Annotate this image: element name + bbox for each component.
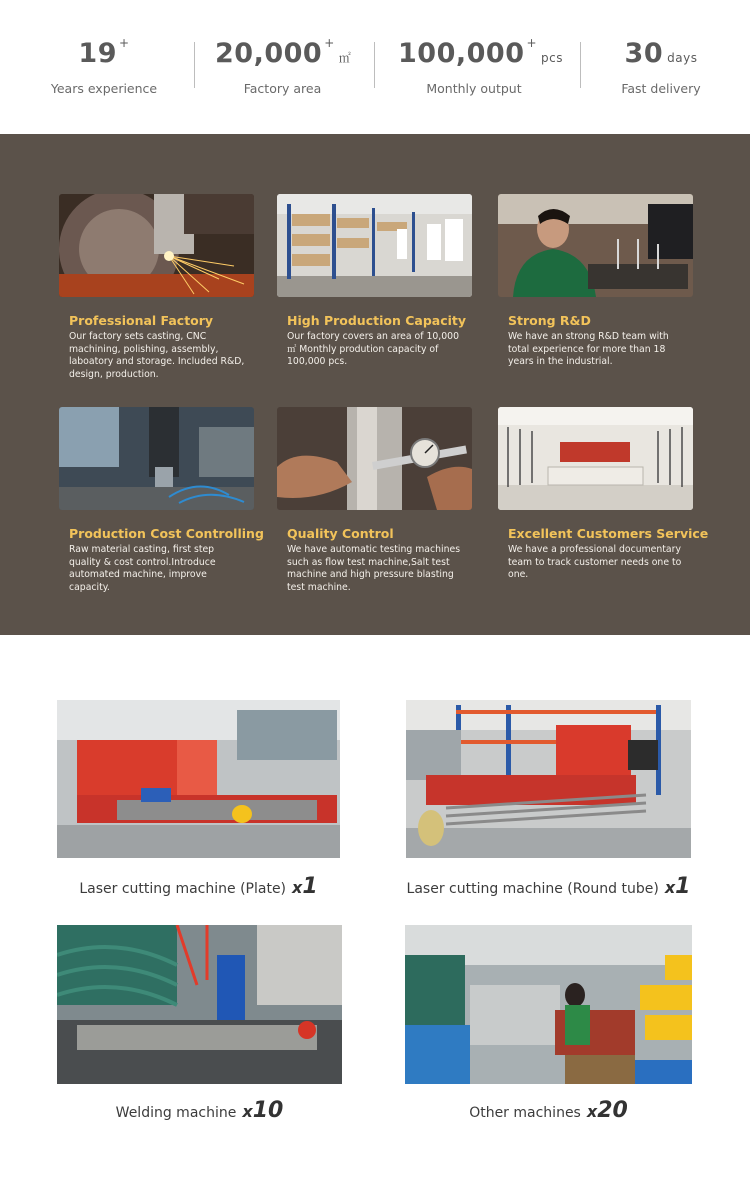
feature-title: Strong R&D: [508, 313, 591, 328]
machine-count: 10: [252, 1098, 284, 1123]
feature-strong-rnd: [498, 194, 693, 369]
machine-caption: [57, 1098, 342, 1123]
machine-caption: [406, 874, 691, 899]
feature-description: We have a professional documentary team to track customer needs one to one.: [508, 544, 682, 581]
machine-multiplier: x: [586, 1102, 598, 1121]
machine-count: 20: [597, 1098, 628, 1123]
machine-multiplier: x: [292, 878, 303, 897]
showroom-photo: [498, 407, 693, 510]
feature-title: High Production Capacity: [287, 313, 467, 328]
stat-output-value: 100,000 +pcs: [398, 36, 564, 69]
stat-delivery: [612, 38, 710, 96]
engineer-photo: [498, 194, 693, 297]
stat-area-label: Factory area: [243, 81, 322, 96]
laser-plate-machine-photo: [57, 700, 340, 858]
feature-production-cost-controlling: [59, 407, 264, 594]
machine-caption: [57, 874, 340, 899]
welding-machine-photo: [57, 925, 342, 1084]
warehouse-photo: [277, 194, 472, 297]
feature-description: Our factory sets casting, CNC machining, polishing, assembly, laboatory and storage. Included R&D, design, production.: [69, 331, 245, 380]
laser-cutting-photo: [59, 194, 254, 297]
stat-years-label: Years experience: [50, 81, 158, 96]
stat-area: [215, 38, 350, 96]
machine-count: 1: [302, 874, 318, 899]
machine-count: 1: [675, 874, 691, 899]
divider: [194, 42, 195, 88]
assembly-line-photo: [405, 925, 692, 1084]
feature-quality-control: [277, 407, 472, 594]
machine-name: Welding machine: [115, 1105, 237, 1121]
machine-other: [405, 925, 692, 1123]
stat-output: [398, 36, 564, 96]
machine-laser-plate: [57, 700, 340, 899]
divider: [374, 42, 375, 88]
stat-area-value: 20,000 +㎡: [215, 36, 352, 69]
cnc-machining-photo: [59, 407, 254, 510]
feature-description: We have automatic testing machines such as flow test machine,Salt test machine and high pressure blasting test machine.: [287, 544, 461, 593]
stat-output-label: Monthly output: [426, 81, 522, 96]
stat-delivery-label: Fast delivery: [621, 81, 701, 96]
feature-description: Our factory covers an area of 10,000 ㎡ Monthly prodution capacity of 100,000 pcs.: [287, 331, 460, 368]
features-section: [0, 134, 750, 635]
machine-caption: [405, 1098, 692, 1123]
feature-title: Excellent Customers Service: [508, 526, 709, 541]
stat-years: [48, 38, 160, 96]
machine-multiplier: x: [242, 1102, 253, 1121]
stat-delivery-value: 30 days: [624, 38, 698, 69]
caliper-measurement-photo: [277, 407, 472, 510]
feature-professional-factory: [59, 194, 254, 381]
feature-title: Quality Control: [287, 526, 394, 541]
feature-title: Professional Factory: [69, 313, 214, 328]
feature-high-production-capacity: [277, 194, 472, 369]
machine-laser-round-tube: [406, 700, 691, 899]
stat-years-value: 19 +: [78, 36, 130, 69]
feature-title: Production Cost Controlling: [69, 526, 264, 541]
laser-tube-machine-photo: [406, 700, 691, 858]
feature-description: Raw material casting, first step quality & cost control.Introduce automated machine, improve capacity.: [69, 544, 216, 593]
divider: [580, 42, 581, 88]
machine-name: Laser cutting machine (Plate): [79, 881, 287, 897]
machine-name: Other machines: [469, 1105, 581, 1121]
machine-multiplier: x: [664, 878, 676, 897]
feature-excellent-customers-service: [498, 407, 709, 582]
machine-name: Laser cutting machine (Round tube): [406, 881, 659, 897]
machine-welding: [57, 925, 342, 1123]
feature-description: We have an strong R&D team with total experience for more than 18 years in the industrial.: [508, 331, 669, 368]
stats-bar: [0, 0, 750, 134]
